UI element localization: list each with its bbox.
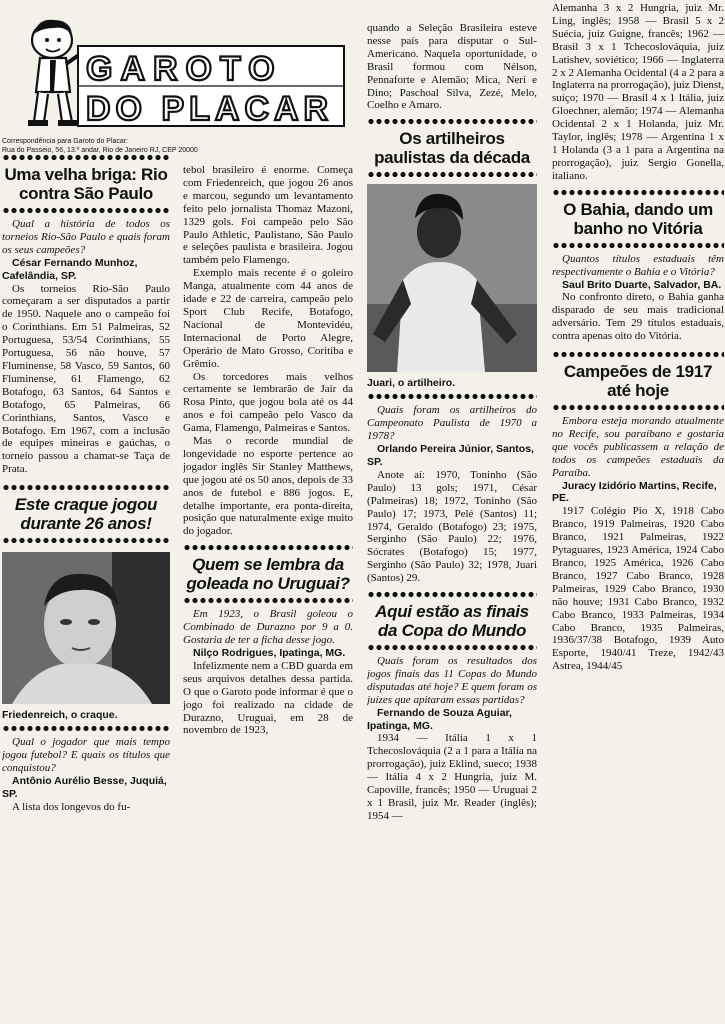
article-body: Anote aí: 1970, Toninho (São Paulo) 13 gols; 1971, César (Palmeiras) 18; 1972, Toninho (São Paulo) 17; 1973, Pelé (Santos) 11; 1974, Geraldo (Botafogo) 23; 1975, Serginho (São Paulo) 22; 1976, Sócrates (Botafogo) 15; 1977, Serginho (São Paulo) 32; 1978, Juari (Santos) 29. bbox=[367, 468, 537, 585]
dotted-divider bbox=[552, 351, 724, 358]
column-1 bbox=[2, 150, 170, 1024]
article-title-bahia: O Bahia, dando um banho no Vitória bbox=[563, 199, 713, 238]
dotted-divider bbox=[183, 597, 353, 604]
article-body: 1917 Colégio Pio X, 1918 Cabo Branco, 1919 Palmeiras, 1920 Cabo Branco, 1921 Palmeiras, 1922 Pytaguares, 1923 América, 1924 Cabo Branco, 1925 América, 1926 Cabo Branco, 1927 Cabo Branco, 1928 Palmeiras, 1929 Cabo Branco, 1930 não houve; 1931 Cabo Branco, 1932 Cabo Branco, 1933 Palmeiras, 1934 Cabo Branco, 1935 Palmeiras, 1936/37/38 Botafogo, 1939 Auto Esporte, 1940/41 Treze, 1942/43 Astrea, 1944/45 bbox=[552, 505, 724, 673]
article-title-craque: Este craque jogou durante 26 anos! bbox=[14, 495, 158, 534]
reader-question: Qual a história de todos os torneios Rio-São Paulo e quais foram os seus campeões? bbox=[2, 218, 170, 256]
article-title-uruguai: Quem se lembra da goleada no Uruguai? bbox=[186, 555, 350, 594]
dotted-divider bbox=[552, 189, 724, 196]
photo-caption: Juari, o artilheiro. bbox=[367, 377, 456, 390]
address-line-2: Rua do Passeio, 56, 13.º andar, Rio de Janeiro RJ, CEP 20000 bbox=[2, 147, 198, 154]
reader-signature: Fernando de Souza Aguiar, Ipatinga, MG. bbox=[367, 706, 512, 732]
column-3 bbox=[367, 0, 537, 1024]
dotted-divider bbox=[2, 154, 170, 161]
dotted-divider bbox=[2, 207, 170, 214]
address-line-1: Correspondência para Garoto do Placar: bbox=[2, 138, 129, 145]
column-2 bbox=[183, 150, 353, 1024]
article-title-copa: Aqui estão as finais da Copa do Mundo bbox=[375, 602, 529, 641]
dotted-divider bbox=[552, 242, 724, 249]
reader-signature: Antônio Aurélio Besse, Juquiá, SP. bbox=[2, 774, 167, 800]
portrait-image bbox=[2, 552, 170, 704]
article-body: Os torcedores mais velhos certamente se lembrarão de Jair da Rosa Pinto, que jogou bola até os 44 anos e foi campeão pelo Vasco da Gama, Flamengo, Palmeiras e Santos. bbox=[183, 370, 353, 435]
photo-juari bbox=[367, 184, 537, 372]
article-body: A lista dos longevos do fu- bbox=[12, 800, 131, 813]
dotted-divider bbox=[2, 537, 170, 544]
dotted-divider bbox=[2, 725, 170, 732]
article-body-continued: Alemanha 3 x 2 Hungria, juiz Mr. Ling, inglês; 1958 — Brasil 5 x 2 Suécia, juiz Guigne, francês; 1962 — Brasil 3 x 1 Tchecoslováquia, juiz Latishev, soviético; 1966 — Inglaterra 2 x 2 Alemanha Ocidental (4 a 2 para a Inglaterra na prorrogação), juiz Dienst, suíço; 1970 — Brasil 4 x 1 Itália, juiz Gloechner, alemão; 1974 — Alemanha Ocidental 2 x 1 Holanda, juiz Mr. Taylor, inglês; 1978 — Argentina 1 x 1 Holanda (3 a 1 para a Argentina na prorrogação), juiz Sergio Gonella, italiano. bbox=[552, 2, 724, 182]
article-body: Infelizmente nem a CBD guarda em seus arquivos detalhes dessa partida. O que o Garoto pode informar é que o jogo foi realizado na cidade de Durazno, Uruguai, em 28 de novembro de 1923, bbox=[183, 659, 353, 737]
photo-caption: Friedenreich, o craque. bbox=[2, 709, 118, 722]
dotted-divider bbox=[367, 393, 537, 400]
dotted-divider bbox=[367, 171, 537, 178]
reader-question: Em 1923, o Brasil goleou o Combinado de Durazno por 9 a 0. Gostaria de ter a ficha desse jogo. bbox=[183, 608, 353, 647]
article-body: 1934 — Itália 1 x 1 Tchecoslováquia (2 a 1 para a Itália na prorrogação), juiz Eklind, sueco; 1938 — Itália 4 x 2 Hungria, juiz M. Capoville, francês; 1950 — Uruguai 2 x 1 Brasil, juiz Mr. Reader (inglês); 1954 — bbox=[367, 732, 537, 822]
article-body: Mas o recorde mundial de longevidade no esporte pertence ao jogador inglês Sir Stanley Matthews, que jogou até os 50 anos, depois de 33 anos de futebol e 886 jogos. E, detalhe importante, era ponta-direita, posição que naturalmente exige muito do jogador. bbox=[183, 435, 353, 538]
reader-signature: Nilço Rodrigues, Ipatinga, MG. bbox=[193, 647, 346, 659]
article-body: Os torneios Rio-São Paulo começaram a ser disputados a partir de 1950. Naquele ano o campeão foi o Corinthians. Em 51 Palmeiras, 52 Portuguesa, 53/54 Corinthians, 55 Portuguesa, 56 não houve, 57 Fluminense, 58 Vasco, 59 Santos, 60 Fluminense, 61 Flamengo, 62 Botafogo, 63 Santos, 64 Santos e Botafogo, 65 Palmeiras, 66 Corinthians, Santos, Vasco e Botafogo. Em 1967, com a inclusão de equipes mineiras e gaúchas, o torneio passou a chamar-se Taça de Prata. bbox=[2, 282, 170, 476]
dotted-divider bbox=[367, 591, 537, 598]
reader-signature: Orlando Pereira Júnior, Santos, SP. bbox=[367, 443, 534, 468]
dotted-divider bbox=[552, 404, 724, 411]
article-body-continued: quando a Seleção Brasileira esteve nesse país para disputar o Sul-Americano. Naquela oportunidade, o Brasil formou com Nélson, Pennaforte e Alemão; Mica, Neri e Dino; Paschoal Silva, Zezé, Melo, Coelho e Amaro. bbox=[367, 22, 537, 112]
reader-signature: César Fernando Munhoz, Cafelândia, SP. bbox=[2, 256, 138, 282]
article-title-campeoes: Campeões de 1917 até hoje bbox=[563, 362, 713, 401]
dotted-divider bbox=[367, 118, 537, 125]
dotted-divider bbox=[183, 544, 353, 551]
reader-question: Quais foram os resultados dos jogos finais das 11 Copas do Mundo disputadas até hoje? E quem foram os juízes que apitaram essas partidas? bbox=[367, 655, 537, 706]
reader-question: Quais foram os artilheiros do Campeonato Paulista de 1970 a 1978? bbox=[367, 404, 537, 443]
column-4 bbox=[552, 0, 724, 1024]
garoto-do-placar-logo bbox=[20, 10, 345, 128]
reader-signature: Juracy Izidório Martins, Recife, PE. bbox=[552, 479, 717, 505]
photo-friedenreich bbox=[2, 552, 170, 704]
reader-question: Qual o jogador que mais tempo jogou futebol? E quais os títulos que conquistou? bbox=[2, 736, 170, 774]
logo-title-line1: GAROTO bbox=[86, 50, 283, 88]
article-title-artilheiros: Os artilheiros paulistas da década bbox=[374, 129, 530, 168]
article-body-continued: tebol brasileiro é enorme. Começa com Friedenreich, que jogou 26 anos e marcou, segundo um levantamento feito pelo jornalista Thomaz Mazoni, 1329 gols. Foi campeão pelo São Paulo Athletic, Paulistano, São Paulo e seleções paulista e brasileira. Jogou também pelo Flamengo. bbox=[183, 164, 353, 267]
reader-question: Quantos títulos estaduais têm respectivamente o Bahia e o Vitória? bbox=[552, 252, 724, 278]
logo-title-line2: DO PLACAR bbox=[86, 90, 334, 128]
article-body: No confronto direto, o Bahia ganha disparado de seu mais tradicional adversário. Tem 29 títulos estaduais, contra apenas oito do Vitória. bbox=[552, 291, 724, 343]
article-body: Exemplo mais recente é o goleiro Manga, atualmente com 44 anos de idade e 22 de carreira, campeão pelo Sport Club Recife, Botafogo, Nacional de Montevidéu, Internacional de Porto Alegre, Operário de Mato Grosso, Coritiba e Grêmio. bbox=[183, 267, 353, 370]
reader-signature: Saul Brito Duarte, Salvador, BA. bbox=[562, 278, 722, 291]
dotted-divider bbox=[2, 484, 170, 491]
dotted-divider bbox=[367, 644, 537, 651]
reader-question: Embora esteja morando atualmente no Recife, sou paraibano e gostaria que vocês publicassem a relação de todos os campeões estaduais da Paraíba. bbox=[552, 415, 724, 479]
player-image bbox=[367, 184, 537, 372]
article-title-rio-sp: Uma velha briga: Rio contra São Paulo bbox=[4, 165, 168, 203]
